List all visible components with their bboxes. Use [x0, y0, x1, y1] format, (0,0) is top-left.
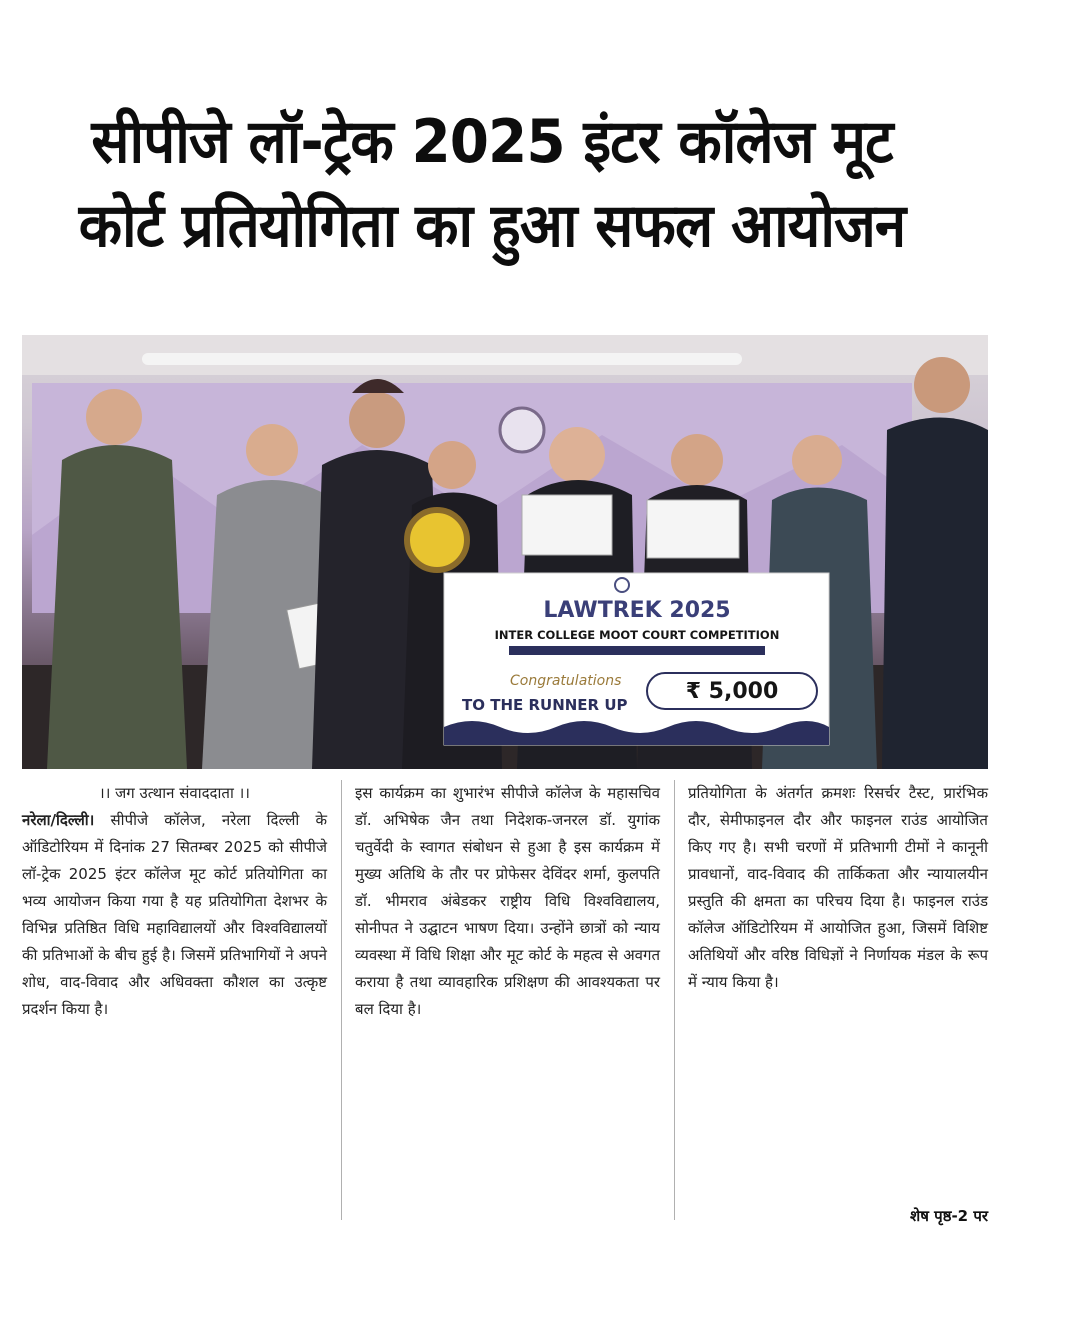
group-photo-illustration [22, 335, 988, 769]
cheque-title: LAWTREK 2025 [543, 598, 731, 623]
article-body [22, 780, 988, 1240]
cheque-amount: ₹ 5,000 [685, 679, 779, 704]
ceiling-light [142, 353, 742, 365]
column-3-text: प्रतियोगिता के अंतर्गत क्रमशः रिसर्चर टैस्ट, प्रारंभिक दौर, सेमीफाइनल दौर और फाइनल राउंड आयोजित किए गए है। सभी चरणों में प्रतिभागी टीमों ने कानूनी प्रावधानों, वाद-विवाद की तार्किकता और न्यायालयीन प्रस्तुति की क्षमता का परिचय दिया है। फाइनल राउंड कॉलेज ऑडिटोरियम में आयोजित हुआ, जिसमें विशिष्ट अतिथियों और वरिष्ठ विधिज्ञों ने निर्णायक मंडल के रूप में न्याय किया है। [688, 784, 988, 991]
headline [22, 100, 962, 268]
headline-line-1: सीपीजे लॉ-ट्रेक 2025 इंटर कॉलेज मूट [91, 107, 893, 177]
cheque-strip [509, 646, 765, 655]
news-photo [22, 335, 988, 769]
column-2-text: इस कार्यक्रम का शुभारंभ सीपीजे कॉलेज के महासचिव डॉ. अभिषेक जैन तथा निदेशक-जनरल डॉ. युगांक चतुर्वेदी के स्वागत संबोधन से हुआ है इस कार्यक्रम में मुख्य अतिथि के तौर पर प्रोफेसर देविंदर शर्मा, कुलपति डॉ. भीमराव अंबेडकर राष्ट्रीय विधि विश्वविद्यालय, सोनीपत ने उद्घाटन भाषण दिया। उन्होंने छात्रों को न्याय व्यवस्था में विधि शिक्षा और मूट कोर्ट के महत्व से अवगत कराया है तथा व्यावहारिक प्रशिक्षण की आवश्यकता पर बल दिया है। [355, 784, 660, 1018]
prize-cheque [444, 573, 829, 745]
article-column-3 [688, 780, 988, 996]
cheque-script: Congratulations [510, 673, 622, 689]
article-column-1 [22, 780, 327, 1023]
column-divider-2 [674, 780, 675, 1220]
article-column-2 [355, 780, 660, 1023]
cheque-caption: TO THE RUNNER UP [462, 696, 628, 714]
headline-line-2: कोर्ट प्रतियोगिता का हुआ सफल आयोजन [78, 191, 906, 261]
backdrop-logo [500, 408, 544, 452]
column-divider-1 [341, 780, 342, 1220]
column-1-text: सीपीजे कॉलेज, नरेला दिल्ली के ऑडिटोरियम में दिनांक 27 सितम्बर 2025 को सीपीजे लॉ-ट्रेक 2025 इंटर कॉलेज मूट कोर्ट प्रतियोगिता का भव्य आयोजन किया गया है यह प्रतियोगिता देशभर के विभिन्न प्रतिष्ठित विधि महाविद्यालयों और विश्वविद्यालयों की प्रतिभाओं के बीच हुई है। जिसमें प्रतिभागियों ने अपने शोध, वाद-विवाद और अधिवक्ता कौशल का उत्कृष्ट प्रदर्शन किया है। [22, 811, 327, 1018]
dateline: नरेला/दिल्ली। [22, 811, 95, 829]
continued-on-page-2: शेष पृष्ठ-2 पर [910, 1207, 988, 1225]
cheque-subtitle: INTER COLLEGE MOOT COURT COMPETITION [494, 628, 780, 642]
reporter-credit: ।। जग उत्थान संवाददाता ।। [99, 784, 250, 802]
